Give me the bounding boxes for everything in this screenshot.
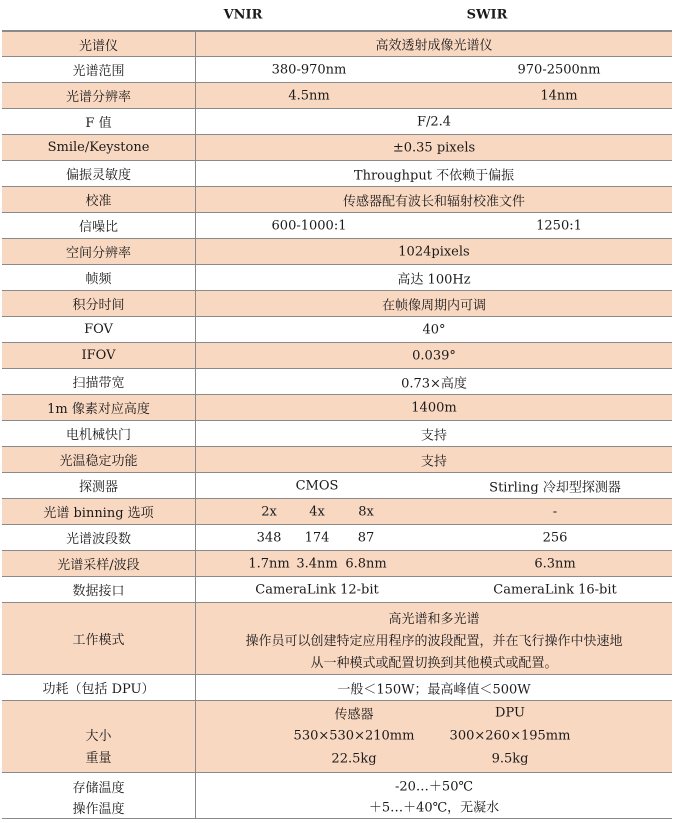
row-polarization [2,161,672,187]
row-label: 光谱波段数 [2,525,196,550]
row-value: 支持 [420,428,448,443]
row-sampling [2,551,672,577]
vnir-value-3: 87 [357,530,375,545]
vnir-value: 4.5nm [288,88,330,103]
row-thermal [2,447,672,473]
swir-value: 256 [542,530,568,545]
row-spectral-range [2,57,672,83]
row-label: IFOV [2,343,196,368]
sensor-size: 530×530×210mm [293,728,415,744]
row-label: 1m 像素对应高度 [2,395,196,420]
row-label: 工作模式 [2,603,196,674]
row-calibration [2,187,672,213]
row-spectrometer [2,31,672,57]
row-size-weight [2,701,672,773]
row-label: 光谱分辨率 [2,83,196,108]
row-value: 高达 100Hz [397,272,471,287]
swir-value: 1250:1 [536,218,582,233]
row-value: Throughput 不依赖于偏振 [353,168,515,183]
weight-label: 重量 [85,751,112,766]
row-interface [2,577,672,603]
row-label: 功耗（包括 DPU） [2,675,196,700]
row-power [2,675,672,701]
row-value: 高效透射成像光谱仪 [375,38,493,54]
vnir-value-3: 8x [358,504,374,519]
modes-line-3: 从一种模式或配置切换到其他模式或配置。 [310,656,558,671]
swir-value: Stirling 冷却型探测器 [489,480,621,495]
row-value: 0.73×高度 [401,376,467,391]
row-shutter [2,421,672,447]
row-label: 校准 [2,187,196,212]
swir-value: 6.3nm [534,556,576,571]
dpu-size: 300×260×195mm [449,728,571,744]
row-label: 帧频 [2,265,196,290]
row-spectral-resolution [2,83,672,109]
operating-temp-value: ＋5…＋40℃，无凝水 [368,800,500,816]
row-label: 数据接口 [2,577,196,602]
row-detector [2,473,672,499]
row-value: 40° [422,322,446,337]
row-snr [2,213,672,239]
storage-temp-label: 存储温度 [72,781,125,796]
row-value: 传感器配有波长和辐射校准文件 [342,194,526,209]
row-label: Smile/Keystone [2,135,196,160]
row-f-number [2,109,672,135]
row-label: FOV [2,317,196,342]
table-header-row [2,0,672,31]
swir-value: 14nm [540,88,578,103]
row-value: 在帧像周期内可调 [381,298,487,313]
vnir-value: 380-970nm [271,62,347,77]
row-ifov [2,343,672,369]
swir-column-header: SWIR [466,7,508,23]
row-label: 光谱仪 [2,32,196,56]
sensor-column-head: 传感器 [334,707,374,723]
row-value: 一般＜150W；最高峰值＜500W [337,682,531,697]
swir-value: 970-2500nm [517,62,601,77]
spec-table [2,0,672,819]
row-spatial-resolution [2,239,672,265]
row-integration-time [2,291,672,317]
row-fov [2,317,672,343]
swir-value: - [552,504,558,519]
vnir-value: CMOS [295,478,339,493]
row-label: 空间分辨率 [2,239,196,264]
row-value: ±0.35 pixels [392,140,476,155]
vnir-column-header: VNIR [223,7,263,23]
row-label: F 值 [2,109,196,134]
swir-value: CameraLink 16-bit [493,582,617,597]
row-smile-keystone [2,135,672,161]
row-label: 光谱采样/波段 [2,551,196,576]
row-value: 0.039° [412,348,456,363]
vnir-value-1: 2x [261,504,277,519]
vnir-value-1: 348 [256,530,282,545]
row-bands [2,525,672,551]
vnir-value-2: 3.4nm [296,556,338,571]
modes-line-2: 操作员可以创建特定应用程序的波段配置，并在飞行操作中快速地 [245,634,623,649]
vnir-value-2: 4x [309,504,325,519]
row-label: 光谱范围 [2,57,196,82]
modes-line-1: 高光谱和多光谱 [388,612,480,627]
row-label: 电机械快门 [2,421,196,446]
row-swath [2,369,672,395]
row-value: 支持 [420,454,448,469]
row-temperature [2,773,672,819]
operating-temp-label: 操作温度 [72,802,125,817]
row-value: 1400m [411,400,457,415]
size-label: 大小 [85,729,112,744]
vnir-value-3: 6.8nm [345,556,387,571]
row-label: 扫描带宽 [2,369,196,394]
row-label: 探测器 [2,473,196,498]
row-label: 偏振灵敏度 [2,161,196,186]
row-altitude-1m [2,395,672,421]
vnir-value: 600-1000:1 [271,218,347,233]
row-label: 光温稳定功能 [2,447,196,472]
row-frame-rate [2,265,672,291]
dpu-weight: 9.5kg [491,751,529,767]
dpu-column-head: DPU [495,705,525,721]
vnir-value-1: 1.7nm [248,556,290,571]
row-value: 1024pixels [398,244,470,259]
row-label: 积分时间 [2,291,196,316]
sensor-weight: 22.5kg [331,751,377,767]
vnir-value-2: 174 [304,530,330,545]
row-modes [2,603,672,675]
row-value: F/2.4 [416,114,452,129]
row-label: 信噪比 [2,213,196,238]
vnir-value: CameraLink 12-bit [255,582,379,597]
storage-temp-value: -20…＋50℃ [394,779,474,795]
row-label: 光谱 binning 选项 [2,499,196,524]
row-binning [2,499,672,525]
